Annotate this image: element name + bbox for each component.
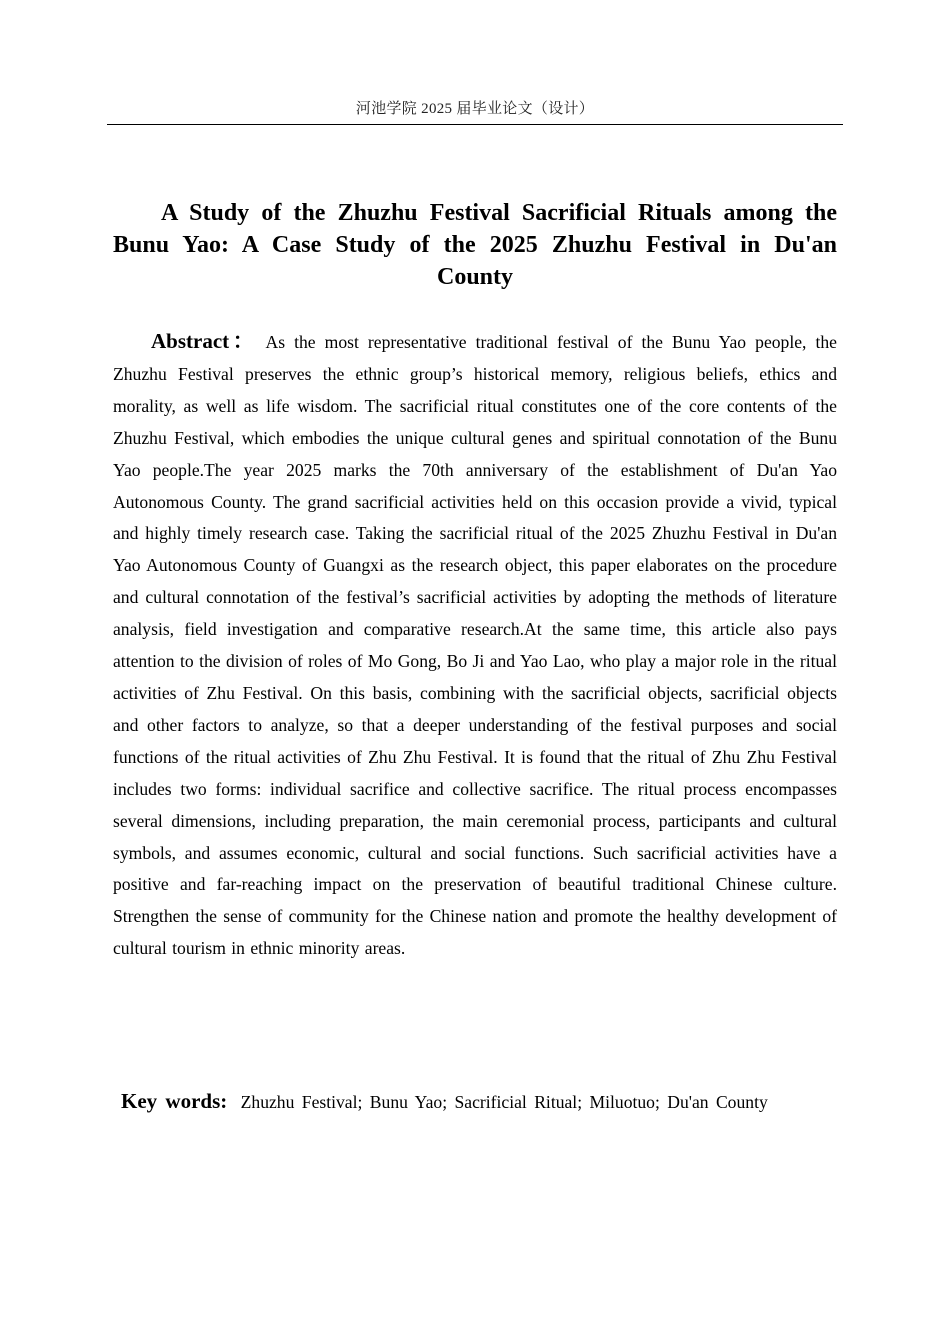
page-header-text: 河池学院 2025 届毕业论文（设计） bbox=[355, 101, 595, 117]
keywords-label: Key words: bbox=[121, 1089, 228, 1113]
page-header bbox=[107, 96, 843, 125]
paper-title: A Study of the Zhuzhu Festival Sacrificial Rituals among the Bunu Yao: A Case Study of the 2025 Zhuzhu Festival in Du'an County bbox=[113, 200, 837, 290]
keywords-text: Zhuzhu Festival; Bunu Yao; Sacrificial Ritual; Miluotuo; Du'an County bbox=[240, 1092, 768, 1112]
keywords-section bbox=[121, 1085, 837, 1118]
abstract-label: Abstract： bbox=[151, 329, 258, 353]
abstract-section bbox=[113, 326, 837, 965]
abstract-body: As the most representative traditional festival of the Bunu Yao people, the Zhuzhu Festival preserves the ethnic group’s historical memory, religious beliefs, ethics and morality, as well as life wisdom. The sacrificial ritual constitutes one of the core contents of the Zhuzhu Festival, which embodies the unique cultural genes and spiritual connotation of the Bunu Yao people.The year 2025 marks the 70th anniversary of the establishment of Du'an Yao Autonomous County. The grand sacrificial activities held on this occasion provide a vivid, typical and highly timely research case. Taking the sacrificial ritual of the 2025 Zhuzhu Festival in Du'an Yao Autonomous County of Guangxi as the research object, this paper elaborates on the procedure and cultural connotation of the festival’s sacrificial activities by adopting the methods of literature analysis, field investigation and comparative research.At the same time, this article also pays attention to the division of roles of Mo Gong, Bo Ji and Yao Lao, who play a major role in the ritual activities of Zhu Festival. On this basis, combining with the sacrificial objects, sacrificial objects and other factors to analyze, so that a deeper understanding of the festival purposes and social functions of the ritual activities of Zhu Zhu Festival. It is found that the ritual of Zhu Zhu Festival includes two forms: individual sacrifice and collective sacrifice. The ritual process encompasses several dimensions, including preparation, the main ceremonial process, participants and cultural symbols, and assumes economic, cultural and social functions. Such sacrificial activities have a positive and far-reaching impact on the preservation of beautiful traditional Chinese culture. Strengthen the sense of community for the Chinese nation and promote the healthy development of cultural tourism in ethnic minority areas. bbox=[113, 332, 837, 959]
